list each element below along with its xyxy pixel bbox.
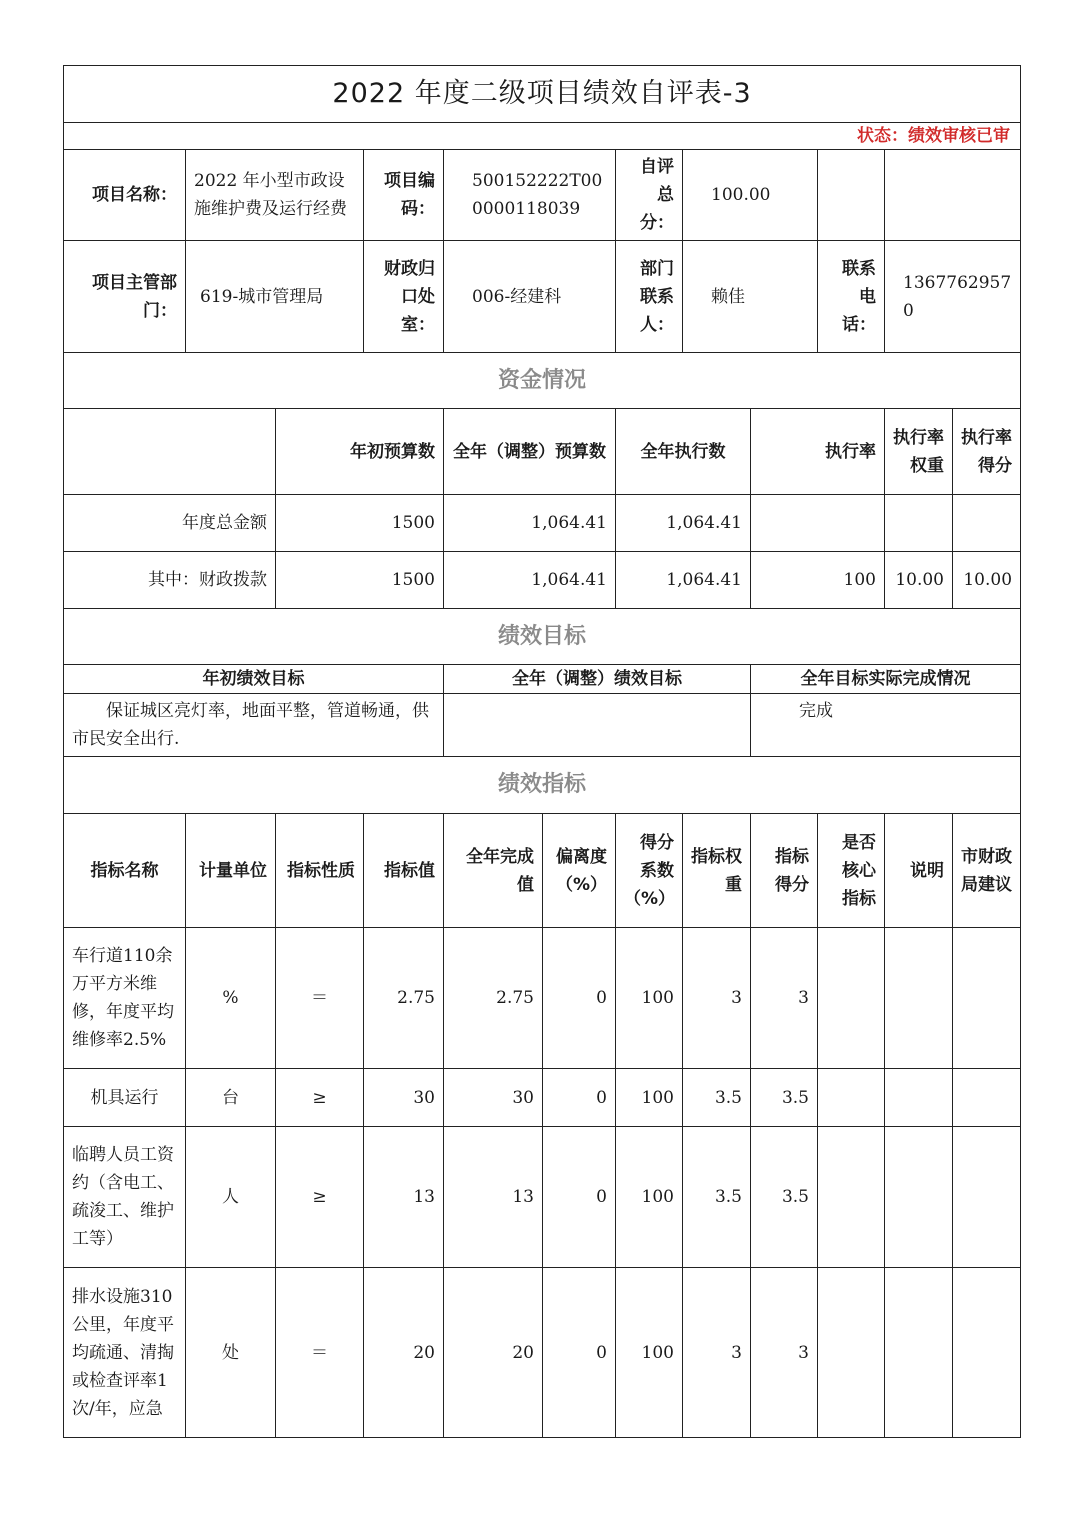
funds-header-rate: 执行率 (751, 409, 885, 495)
indicator-header-nature: 指标性质 (276, 814, 364, 928)
indicator-advice (953, 928, 1021, 1069)
indicator-coef: 100 (616, 1127, 683, 1268)
indicator-core (818, 1127, 885, 1268)
indicator-weight: 3.5 (683, 1069, 751, 1127)
funds-score: 10.00 (953, 552, 1021, 609)
indicator-nature: ＝ (276, 928, 364, 1069)
indicator-header-advice: 市财政局建议 (953, 814, 1021, 928)
table-row (64, 1268, 1021, 1438)
empty-cell (64, 409, 276, 495)
funds-score (953, 495, 1021, 552)
indicator-nature: ＝ (276, 1268, 364, 1438)
funds-adjusted: 1,064.41 (444, 552, 616, 609)
indicator-advice (953, 1127, 1021, 1268)
funds-header-budget: 年初预算数 (276, 409, 444, 495)
indicator-header-target: 指标值 (364, 814, 444, 928)
indicator-deviation: 0 (543, 1127, 616, 1268)
phone-label: 联系电话： (818, 241, 885, 353)
funds-row-label: 其中：财政拨款 (64, 552, 276, 609)
indicator-score: 3.5 (751, 1127, 818, 1268)
project-code-value: 500152222T000000118039 (444, 150, 616, 241)
empty-cell (885, 150, 1021, 241)
indicator-advice (953, 1268, 1021, 1438)
indicator-name: 排水设施310公里，年度平均疏通、清掏或检查评率1次/年，应急 (64, 1268, 186, 1438)
project-name-label: 项目名称： (64, 150, 186, 241)
page-title: 2022 年度二级项目绩效自评表-3 (64, 66, 1021, 123)
funds-executed: 1,064.41 (616, 495, 751, 552)
evaluation-table (63, 65, 1021, 1438)
table-row (64, 1069, 1021, 1127)
goals-section-title: 绩效目标 (64, 609, 1021, 665)
indicator-coef: 100 (616, 1069, 683, 1127)
funds-executed: 1,064.41 (616, 552, 751, 609)
project-name-value: 2022 年小型市政设施维护费及运行经费 (186, 150, 364, 241)
dept-value: 619-城市管理局 (186, 241, 364, 353)
indicator-deviation: 0 (543, 1268, 616, 1438)
table-row (64, 495, 1021, 552)
table-row (64, 552, 1021, 609)
indicator-name: 车行道110余万平方米维修，年度平均维修率2.5% (64, 928, 186, 1069)
indicator-header-note: 说明 (885, 814, 953, 928)
indicator-unit: % (186, 928, 276, 1069)
indicator-target: 20 (364, 1268, 444, 1438)
funds-adjusted: 1,064.41 (444, 495, 616, 552)
self-score-value: 100.00 (683, 150, 818, 241)
funds-header-weight: 执行率权重 (885, 409, 953, 495)
office-label: 财政归口处室： (364, 241, 444, 353)
self-score-label: 自评总分： (616, 150, 683, 241)
indicator-advice (953, 1069, 1021, 1127)
indicator-weight: 3 (683, 1268, 751, 1438)
indicator-core (818, 1268, 885, 1438)
project-code-label: 项目编码： (364, 150, 444, 241)
indicators-section-title: 绩效指标 (64, 757, 1021, 814)
indicator-header-unit: 计量单位 (186, 814, 276, 928)
funds-header-executed: 全年执行数 (616, 409, 751, 495)
indicator-coef: 100 (616, 1268, 683, 1438)
indicator-note (885, 1268, 953, 1438)
indicator-deviation: 0 (543, 1069, 616, 1127)
indicator-nature: ≥ (276, 1127, 364, 1268)
funds-row-label: 年度总金额 (64, 495, 276, 552)
indicator-nature: ≥ (276, 1069, 364, 1127)
indicator-name: 机具运行 (64, 1069, 186, 1127)
indicator-weight: 3.5 (683, 1127, 751, 1268)
indicator-actual: 30 (444, 1069, 543, 1127)
indicator-target: 30 (364, 1069, 444, 1127)
indicator-actual: 20 (444, 1268, 543, 1438)
contact-value: 赖佳 (683, 241, 818, 353)
indicator-header-deviation: 偏离度（%） (543, 814, 616, 928)
goals-header-adjusted: 全年（调整）绩效目标 (444, 665, 751, 694)
indicator-deviation: 0 (543, 928, 616, 1069)
indicator-header-weight: 指标权重 (683, 814, 751, 928)
indicator-header-score: 指标得分 (751, 814, 818, 928)
indicator-header-name: 指标名称 (64, 814, 186, 928)
indicator-header-core: 是否核心指标 (818, 814, 885, 928)
funds-header-score: 执行率得分 (953, 409, 1021, 495)
indicator-score: 3.5 (751, 1069, 818, 1127)
indicator-core (818, 1069, 885, 1127)
funds-budget: 1500 (276, 552, 444, 609)
indicator-core (818, 928, 885, 1069)
funds-rate: 100 (751, 552, 885, 609)
indicator-actual: 2.75 (444, 928, 543, 1069)
indicator-header-actual: 全年完成值 (444, 814, 543, 928)
empty-cell (818, 150, 885, 241)
indicator-header-coef: 得分系数（%） (616, 814, 683, 928)
goals-initial-text: 保证城区亮灯率，地面平整，管道畅通，供市民安全出行. (64, 694, 444, 757)
indicator-note (885, 1127, 953, 1268)
contact-label: 部门联系人： (616, 241, 683, 353)
table-row (64, 1127, 1021, 1268)
funds-budget: 1500 (276, 495, 444, 552)
funds-rate (751, 495, 885, 552)
indicator-unit: 处 (186, 1268, 276, 1438)
indicator-target: 2.75 (364, 928, 444, 1069)
indicator-note (885, 1069, 953, 1127)
phone-value: 13677629570 (885, 241, 1021, 353)
indicator-unit: 台 (186, 1069, 276, 1127)
goals-header-actual: 全年目标实际完成情况 (751, 665, 1021, 694)
office-value: 006-经建科 (444, 241, 616, 353)
funds-weight: 10.00 (885, 552, 953, 609)
indicator-unit: 人 (186, 1127, 276, 1268)
funds-section-title: 资金情况 (64, 353, 1021, 409)
goals-actual-text: 完成 (751, 694, 1021, 757)
funds-header-adjusted: 全年（调整）预算数 (444, 409, 616, 495)
indicator-name: 临聘人员工资约（含电工、疏浚工、维护工等） (64, 1127, 186, 1268)
indicator-score: 3 (751, 1268, 818, 1438)
funds-weight (885, 495, 953, 552)
goals-header-initial: 年初绩效目标 (64, 665, 444, 694)
evaluation-form (63, 65, 1020, 1438)
status-badge: 状态：绩效审核已审 (64, 123, 1021, 150)
indicator-weight: 3 (683, 928, 751, 1069)
table-row (64, 928, 1021, 1069)
indicator-coef: 100 (616, 928, 683, 1069)
indicator-score: 3 (751, 928, 818, 1069)
indicator-target: 13 (364, 1127, 444, 1268)
goals-adjusted-text (444, 694, 751, 757)
dept-label: 项目主管部门： (64, 241, 186, 353)
indicator-actual: 13 (444, 1127, 543, 1268)
indicator-note (885, 928, 953, 1069)
